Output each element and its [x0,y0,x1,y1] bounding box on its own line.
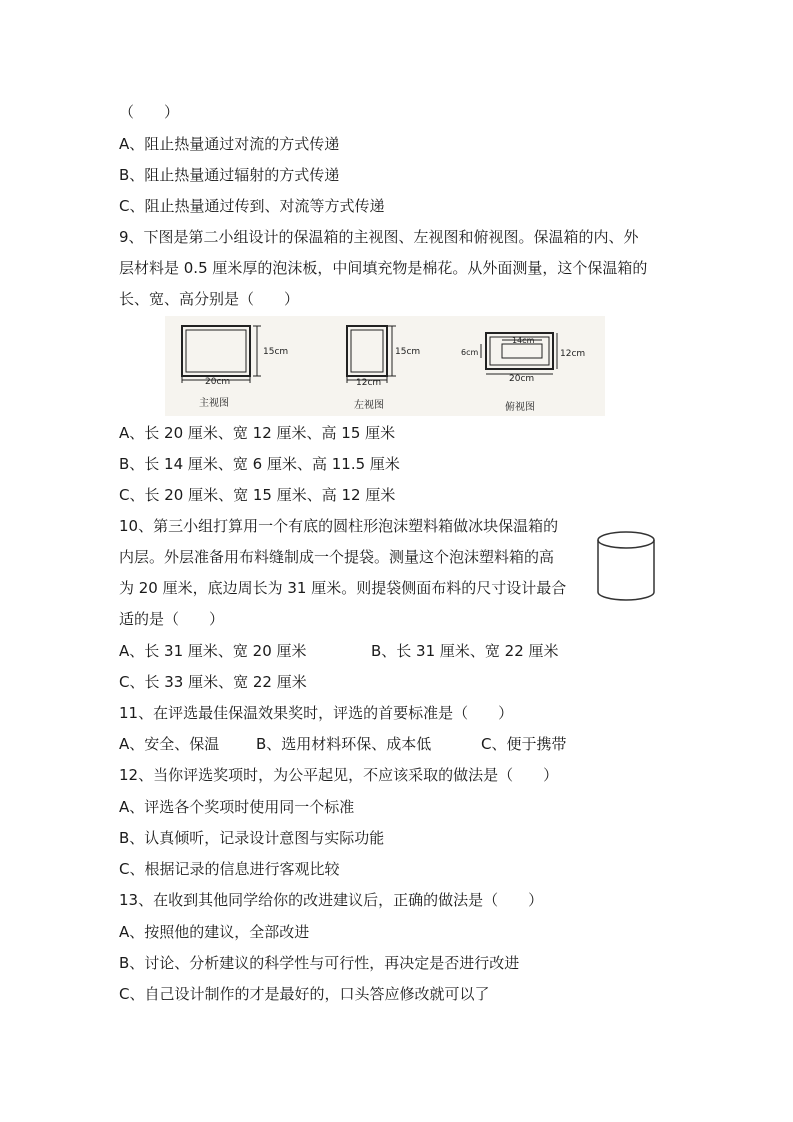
front-width-label: 20cm [205,377,231,387]
top-width-label: 20cm [509,374,535,384]
q13-option-c: C、自己设计制作的才是最好的，口头答应修改就可以了 [119,985,490,1003]
q8-option-b: B、阻止热量通过辐射的方式传递 [119,166,340,184]
q13-option-b: B、讨论、分析建议的科学性与可行性，再决定是否进行改进 [119,954,520,972]
q9-option-c: C、长 20 厘米、宽 15 厘米、高 12 厘米 [119,486,396,504]
q12-option-a: A、评选各个奖项时使用同一个标准 [119,798,355,816]
left-height-label: 15cm [395,347,421,357]
q9-option-b: B、长 14 厘米、宽 6 厘米、高 11.5 厘米 [119,455,400,473]
q10-stem-line-4: 适的是（ ） [119,610,225,628]
q10-stem-line-3: 为 20 厘米，底边周长为 31 厘米。则提袋侧面布料的尺寸设计最合 [119,579,567,597]
front-caption: 主视图 [199,398,229,409]
q11-option-c: C、便于携带 [481,735,567,753]
cylinder-figure [592,526,662,606]
top-side-label: 6cm [461,348,479,357]
q9-three-view-figure [165,316,605,416]
q11-option-a: A、安全、保温 [119,735,220,753]
top-inner-label: 14cm [512,336,535,345]
q8-option-c: C、阻止热量通过传到、对流等方式传递 [119,197,385,215]
q10-stem-line-2: 内层。外层准备用布料缝制成一个提袋。测量这个泡沫塑料箱的高 [119,548,555,566]
q12-option-c: C、根据记录的信息进行客观比较 [119,860,340,878]
q12-option-b: B、认真倾听，记录设计意图与实际功能 [119,829,385,847]
q8-stem-tail: （ ） [119,103,180,121]
q11-stem: 11、在评选最佳保温效果奖时，评选的首要标准是（ ） [119,704,514,722]
q10-option-b: B、长 31 厘米、宽 22 厘米 [371,642,559,660]
q10-option-a: A、长 31 厘米、宽 20 厘米 [119,642,307,660]
q8-option-a: A、阻止热量通过对流的方式传递 [119,135,340,153]
q12-stem: 12、当你评选奖项时，为公平起见，不应该采取的做法是（ ） [119,766,559,784]
q11-option-b: B、选用材料环保、成本低 [256,735,432,753]
q9-stem-line-1: 9、下图是第二小组设计的保温箱的主视图、左视图和俯视图。保温箱的内、外 [119,228,639,246]
q9-stem-line-3: 长、宽、高分别是（ ） [119,290,300,308]
front-height-label: 15cm [263,347,289,357]
q10-stem-line-1: 10、第三小组打算用一个有底的圆柱形泡沫塑料箱做冰块保温箱的 [119,517,559,535]
q9-option-a: A、长 20 厘米、宽 12 厘米、高 15 厘米 [119,424,396,442]
q10-option-c: C、长 33 厘米、宽 22 厘米 [119,673,307,691]
q13-option-a: A、按照他的建议，全部改进 [119,923,310,941]
q13-stem: 13、在收到其他同学给你的改进建议后，正确的做法是（ ） [119,891,544,909]
left-width-label: 12cm [356,378,382,388]
q9-stem-line-2: 层材料是 0.5 厘米厚的泡沫板，中间填充物是棉花。从外面测量，这个保温箱的 [119,259,648,277]
left-caption: 左视图 [354,400,384,411]
top-height-label: 12cm [560,349,586,359]
top-caption: 俯视图 [505,402,535,413]
